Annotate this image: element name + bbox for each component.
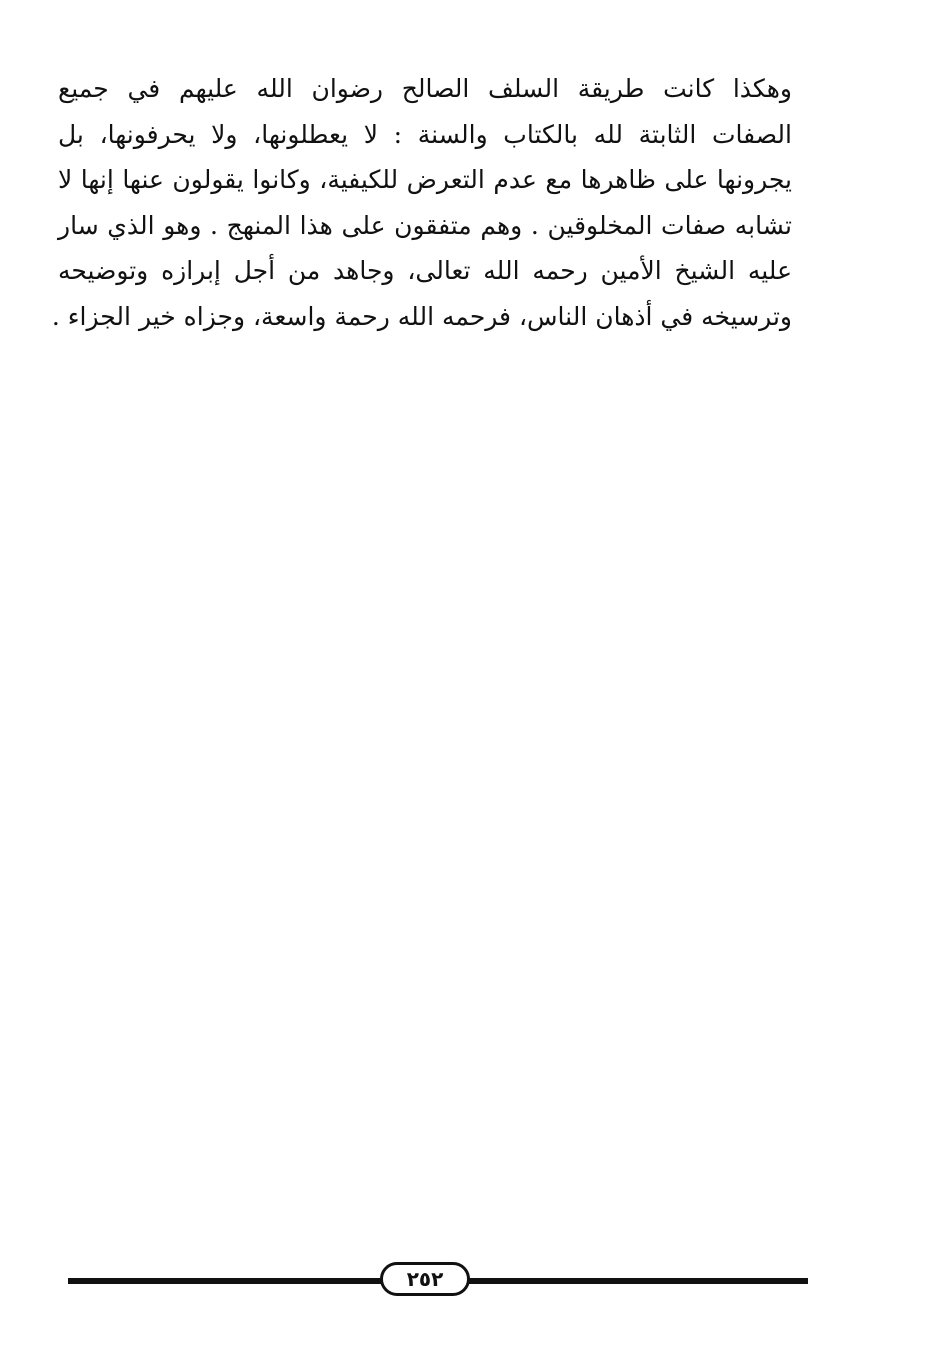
paragraph-line-4: تشابه صفات المخلوقين . وهم متفقون على هذا المنهج . وهو الذي سار [58,210,792,240]
page-number: ٢٥٢ [406,1267,444,1291]
paragraph-line-2: الصفات الثابتة لله بالكتاب والسنة : لا يعطلونها، ولا يحرفونها، بل [58,119,792,149]
body-paragraph [51,66,792,339]
paragraph-line-6: وترسيخه في أذهان الناس، فرحمه الله رحمة واسعة، وجزاه خير الجزاء . [51,301,792,331]
footer-rule-right [468,1278,808,1284]
paragraph-line-5: عليه الشيخ الأمين رحمه الله تعالى، وجاهد من أجل إبرازه وتوضيحه [58,256,792,285]
footer-rule-left [68,1278,386,1284]
page-footer [68,1262,808,1300]
paragraph-line-1: وهكذا كانت طريقة السلف الصالح رضوان الله عليهم في جميع [58,74,792,103]
paragraph-line-3: يجرونها على ظاهرها مع عدم التعرض للكيفية، وكانوا يقولون عنها إنها لا [58,165,792,194]
page-number-frame [380,1262,470,1296]
